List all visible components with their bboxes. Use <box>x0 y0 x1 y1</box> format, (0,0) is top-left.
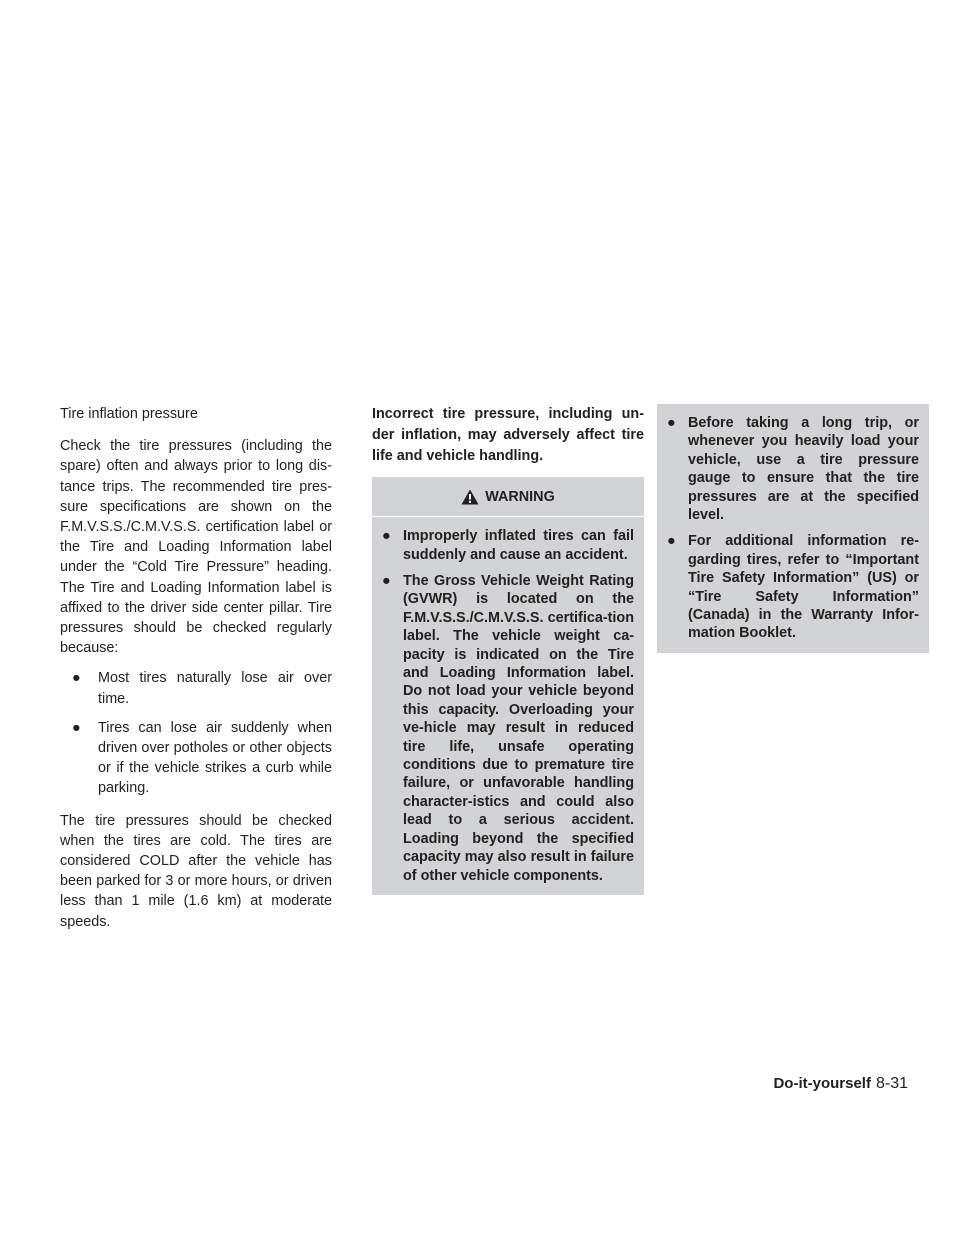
list-item-text: Improperly inflated tires can fail suddenly and cause an accident. <box>403 528 634 563</box>
list-item <box>382 527 634 564</box>
column-left <box>60 404 332 942</box>
warning-list <box>667 414 919 643</box>
list-item <box>72 718 332 799</box>
list-item-text: Tires can lose air suddenly when driven over potholes or other objects or if the vehicle strikes a curb while parking. <box>98 719 332 797</box>
chapter-title: Do-it-yourself <box>773 1075 871 1092</box>
column-middle <box>372 404 644 895</box>
section-title: Tire inflation pressure <box>60 406 198 422</box>
bullet-dot: ● <box>667 533 676 550</box>
page-footer <box>773 1075 908 1093</box>
bullet-dot: ● <box>72 719 81 736</box>
list-item <box>667 532 919 642</box>
warning-header <box>372 487 644 517</box>
list-item-text: Most tires naturally lose air over time. <box>98 670 332 707</box>
column-right <box>657 404 929 653</box>
list-item <box>72 668 332 708</box>
warning-list <box>382 527 634 885</box>
list-item-text: The Gross Vehicle Weight Rating (GVWR) is located on the F.M.V.S.S./C.M.V.S.S. certifica-tion label. The vehicle weight ca-pacity is indicated on the Tire and Loading Information label. Do not load your vehicle beyond this capacity. Overloading your ve-hicle may result in reduced tire life, unsafe operating conditions due to premature tire failure, or unfavorable handling character-istics and could also lead to a serious accident. Loading beyond the specified capacity may also result in failure of other vehicle components. <box>403 573 634 884</box>
list-item-text: Before taking a long trip, or whenever you heavily load your vehicle, use a tire pressure gauge to ensure that the tire pressures are at the specified level. <box>688 415 919 524</box>
warning-box <box>372 477 644 895</box>
intro-paragraph: Check the tire pressures (including the spare) often and always prior to long dis-tance trips. The recommended tire pres-sure specifications are shown on the F.M.V.S.S./C.M.V.S.S. certification label or the Tire and Loading Information label under the “Cold Tire Pressure” heading. The Tire and Loading Information label is affixed to the driver side center pillar. Tire pressures should be checked regularly because: <box>60 438 332 657</box>
warning-title: WARNING <box>485 489 555 505</box>
bullet-dot: ● <box>667 415 676 431</box>
warning-triangle-icon <box>461 489 479 505</box>
list-item <box>667 414 919 524</box>
reasons-list <box>60 668 332 798</box>
cold-tires-paragraph: The tire pressures should be checked when the tires are cold. The tires are considered COLD after the vehicle has been parked for 3 or more hours, or driven less than 1 mile (1.6 km) at moderate speeds. <box>60 812 332 930</box>
list-item <box>382 572 634 885</box>
caution-paragraph: Incorrect tire pressure, including un-der inflation, may adversely affect tire life and vehicle handling. <box>372 406 644 464</box>
page-number: 8-31 <box>875 1075 908 1092</box>
list-item-text: For additional information re-garding tires, refer to “Important Tire Safety Information” (US) or “Tire Safety Information” (Canada) in the Warranty Infor-mation Booklet. <box>688 533 919 642</box>
warning-box-continued <box>657 404 929 653</box>
bullet-dot: ● <box>382 528 391 545</box>
bullet-dot: ● <box>382 573 391 590</box>
bullet-dot: ● <box>72 670 81 687</box>
